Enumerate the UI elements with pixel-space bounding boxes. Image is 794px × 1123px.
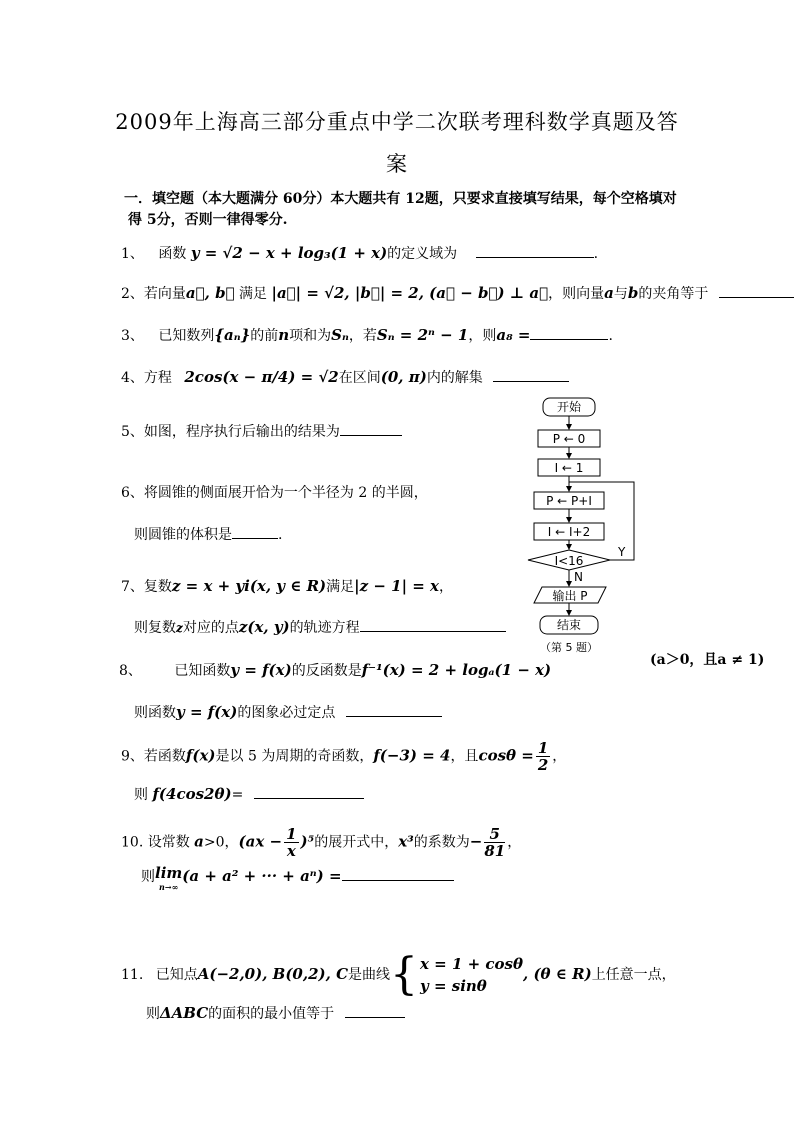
question-text: 已知点 [155, 967, 198, 983]
math-variable: b [627, 284, 639, 302]
brace-symbol: { [390, 949, 419, 1000]
flowchart-assign-i-label: I ← 1 [554, 461, 584, 475]
equation-line: x = 1 + cosθ [420, 955, 524, 973]
answer-blank[interactable] [719, 283, 794, 298]
math-expression: |a⃗| = √2, |b⃗| = 2, (a⃗ − b⃗) ⊥ a⃗ [271, 284, 549, 302]
question-number: 3、 [121, 328, 144, 344]
fraction-denominator: x [286, 842, 296, 860]
question-number: 5、 [121, 424, 144, 440]
question-6 [121, 483, 428, 503]
question-7-line-2 [134, 617, 506, 638]
question-9-line-2 [134, 784, 364, 805]
fraction [536, 740, 550, 773]
question-text: 在区间 [338, 370, 381, 386]
question-text: 的系数为 [413, 834, 470, 851]
question-text: 与 [613, 286, 628, 302]
question-8-condition: (a＞0，且a ≠ 1) [650, 652, 765, 668]
question-text: 复数 [143, 579, 172, 595]
punctuation: . [608, 328, 613, 344]
fraction [484, 826, 505, 859]
question-4 [121, 367, 569, 388]
math-expression: f⁻¹(x) = 2 + logₐ(1 − x) [361, 661, 552, 679]
question-text: 上任意一点， [591, 967, 676, 983]
question-text: 则复数 [134, 620, 176, 636]
limit-operator [155, 866, 182, 894]
answer-blank[interactable] [340, 421, 402, 436]
question-number: 10. [121, 834, 144, 851]
answer-blank[interactable] [476, 243, 594, 258]
question-11 [121, 949, 676, 1000]
question-text: 设常数 [147, 834, 190, 851]
question-text: 是以 5 为周期的奇函数， [215, 748, 374, 765]
answer-blank[interactable] [342, 866, 454, 881]
flowchart-output-node [534, 587, 606, 603]
answer-blank[interactable] [345, 1003, 405, 1018]
fraction-numerator: 5 [484, 826, 505, 843]
math-variable: Sₙ [331, 326, 349, 344]
question-text: 满足 [326, 579, 355, 595]
equation-system [420, 953, 523, 997]
section-instructions: 一．填空题（本大题满分 60分）本大题共有 12题，只要求直接填写结果，每个空格填对 [124, 191, 677, 207]
question-text: 的展开式中， [314, 834, 399, 851]
flowchart-increment-node [534, 523, 604, 540]
question-3 [121, 325, 613, 346]
fraction-numerator: 1 [286, 825, 297, 843]
question-number: 1、 [121, 246, 144, 262]
answer-blank[interactable] [232, 524, 278, 539]
question-number: 4、 [121, 370, 144, 386]
question-text: 内的解集 [426, 370, 483, 386]
question-text: 的轨迹方程 [289, 620, 360, 636]
question-10 [121, 826, 521, 859]
question-text: ，若 [348, 328, 377, 344]
page-title-continued: 案 [386, 152, 408, 176]
question-number: 9、 [121, 748, 144, 765]
flowchart-no-label: N [574, 570, 583, 584]
question-text: ，且 [450, 748, 479, 765]
question-text: 如图，程序执行后输出的结果为 [143, 424, 340, 440]
question-10-line-2 [141, 866, 454, 894]
question-2 [121, 283, 794, 304]
question-number: 11. [121, 967, 144, 983]
flowchart-caption: （第 5 题） [540, 641, 598, 654]
math-expression: 2cos(x − π/4) = √2 [184, 368, 339, 386]
flowchart-condition-label: I<16 [554, 554, 584, 568]
math-expression: Sₙ = 2ⁿ − 1 [376, 326, 469, 344]
math-expression: (ax − [238, 832, 283, 851]
punctuation: . [593, 246, 599, 262]
punctuation: ， [438, 579, 453, 595]
question-8 [119, 660, 551, 681]
question-6-line-2 [134, 524, 282, 545]
answer-blank[interactable] [360, 617, 506, 632]
math-expression: A(−2,0), B(0,2), C [197, 965, 349, 983]
flowchart-condition-node [528, 550, 610, 570]
math-expression: f(4cos2θ) [152, 785, 232, 803]
math-expression: , (θ ∈ R) [523, 965, 592, 983]
math-variable: a [194, 832, 204, 851]
equation-line: y = sinθ [420, 977, 487, 995]
flowchart-figure [526, 395, 642, 663]
question-number: 8、 [119, 663, 142, 679]
question-1 [121, 243, 598, 264]
math-expression: z = x + yi(x, y ∈ R) [171, 577, 327, 595]
math-expression: {aₙ} [214, 326, 251, 344]
math-expression: (a + a² + ··· + aⁿ) = [182, 867, 342, 885]
math-expression: cosθ = [478, 746, 534, 765]
math-expression: y = f(x) [230, 661, 292, 679]
question-text: 的前 [250, 328, 279, 344]
flowchart-output-label: 输出 P [552, 589, 588, 603]
question-text: 项和为 [289, 328, 332, 344]
question-text: 若向量 [143, 286, 186, 302]
math-expression: f(−3) = 4 [373, 746, 451, 765]
question-text: 的定义域为 [387, 246, 458, 262]
question-text: 方程 [143, 370, 172, 386]
question-text: 则 [134, 787, 148, 803]
section-instructions-continued: 得 5分，否则一律得零分. [128, 212, 288, 228]
math-expression: ΔABC [160, 1004, 209, 1022]
flowchart-assign-p-node [538, 430, 600, 447]
question-5 [121, 421, 402, 442]
answer-blank[interactable] [530, 325, 608, 340]
flowchart-end-node [540, 616, 598, 634]
flowchart-assign-p-label: P ← 0 [552, 432, 586, 446]
question-number: 7、 [121, 579, 144, 595]
flowchart-assign-i-node [538, 459, 600, 476]
flowchart-yes-label: Y [618, 545, 626, 559]
question-text: 是曲线 [348, 967, 391, 983]
question-number: 2、 [121, 286, 144, 302]
math-sign: − [469, 832, 483, 851]
answer-blank[interactable] [346, 702, 442, 717]
flowchart-increment-label: I ← I+2 [547, 525, 591, 539]
question-text: 的反函数是 [291, 663, 362, 679]
question-text: 满足 [239, 286, 268, 302]
limit-label: lim [155, 864, 183, 882]
question-text: = [231, 787, 244, 803]
question-text: 已知数列 [158, 328, 215, 344]
math-expression: |z − 1| = x [354, 577, 439, 595]
question-text: 的夹角等于 [638, 286, 709, 302]
punctuation: ， [552, 748, 567, 765]
fraction-numerator: 1 [537, 739, 549, 757]
question-text: 则函数 [134, 705, 176, 721]
math-expression: x³ [398, 832, 414, 851]
math-expression: y = √2 − x + log₃(1 + x) [190, 244, 388, 262]
math-variable: n [278, 326, 290, 344]
fraction [284, 826, 298, 859]
math-expression: )⁵ [300, 832, 315, 851]
question-text: 则 [141, 869, 155, 885]
question-text: ，则 [468, 328, 497, 344]
question-text: >0， [203, 834, 239, 851]
math-expression: a₈ = [496, 326, 531, 344]
question-7 [121, 576, 453, 597]
flowchart-start-node [543, 398, 595, 416]
page-title: 2009年上海高三部分重点中学二次联考理科数学真题及答 [115, 110, 679, 134]
math-expression: y = f(x) [176, 703, 238, 721]
question-text: 将圆锥的侧面展开恰为一个半径为 2 的半圆， [143, 485, 428, 501]
limit-subscript: n→∞ [159, 882, 179, 892]
answer-blank[interactable] [254, 784, 364, 799]
fraction-denominator: 2 [537, 756, 549, 774]
question-text: 函数 [158, 246, 187, 262]
fraction-denominator: 81 [484, 842, 506, 860]
question-text: 的图象必过定点 [237, 705, 336, 721]
flowchart-start-label: 开始 [556, 400, 582, 414]
flowchart-sum-label: P ← P+I [546, 494, 592, 508]
math-expression: f(x) [185, 746, 216, 765]
question-text: 则 [146, 1006, 160, 1022]
flowchart-end-label: 结束 [556, 618, 582, 632]
question-text: 则圆锥的体积是 [134, 527, 232, 543]
question-text: 的面积的最小值等于 [208, 1006, 335, 1022]
math-expression: a⃗, b⃗ [185, 284, 235, 302]
question-text: ，则向量 [548, 286, 605, 302]
punctuation: . [278, 527, 283, 543]
math-expression: z(x, y) [238, 618, 290, 636]
question-9 [121, 740, 566, 773]
question-number: 6、 [121, 485, 144, 501]
math-variable: z [176, 621, 183, 635]
question-11-line-2 [146, 1003, 405, 1024]
math-expression: (0, π) [380, 368, 427, 386]
question-text: 对应的点 [182, 620, 239, 636]
answer-blank[interactable] [493, 367, 569, 382]
question-text: 已知函数 [174, 663, 231, 679]
punctuation: ， [507, 834, 522, 851]
question-8-line-2 [134, 702, 442, 723]
question-text: 若函数 [143, 748, 186, 765]
math-variable: a [604, 284, 614, 302]
flowchart-sum-node [534, 492, 604, 509]
